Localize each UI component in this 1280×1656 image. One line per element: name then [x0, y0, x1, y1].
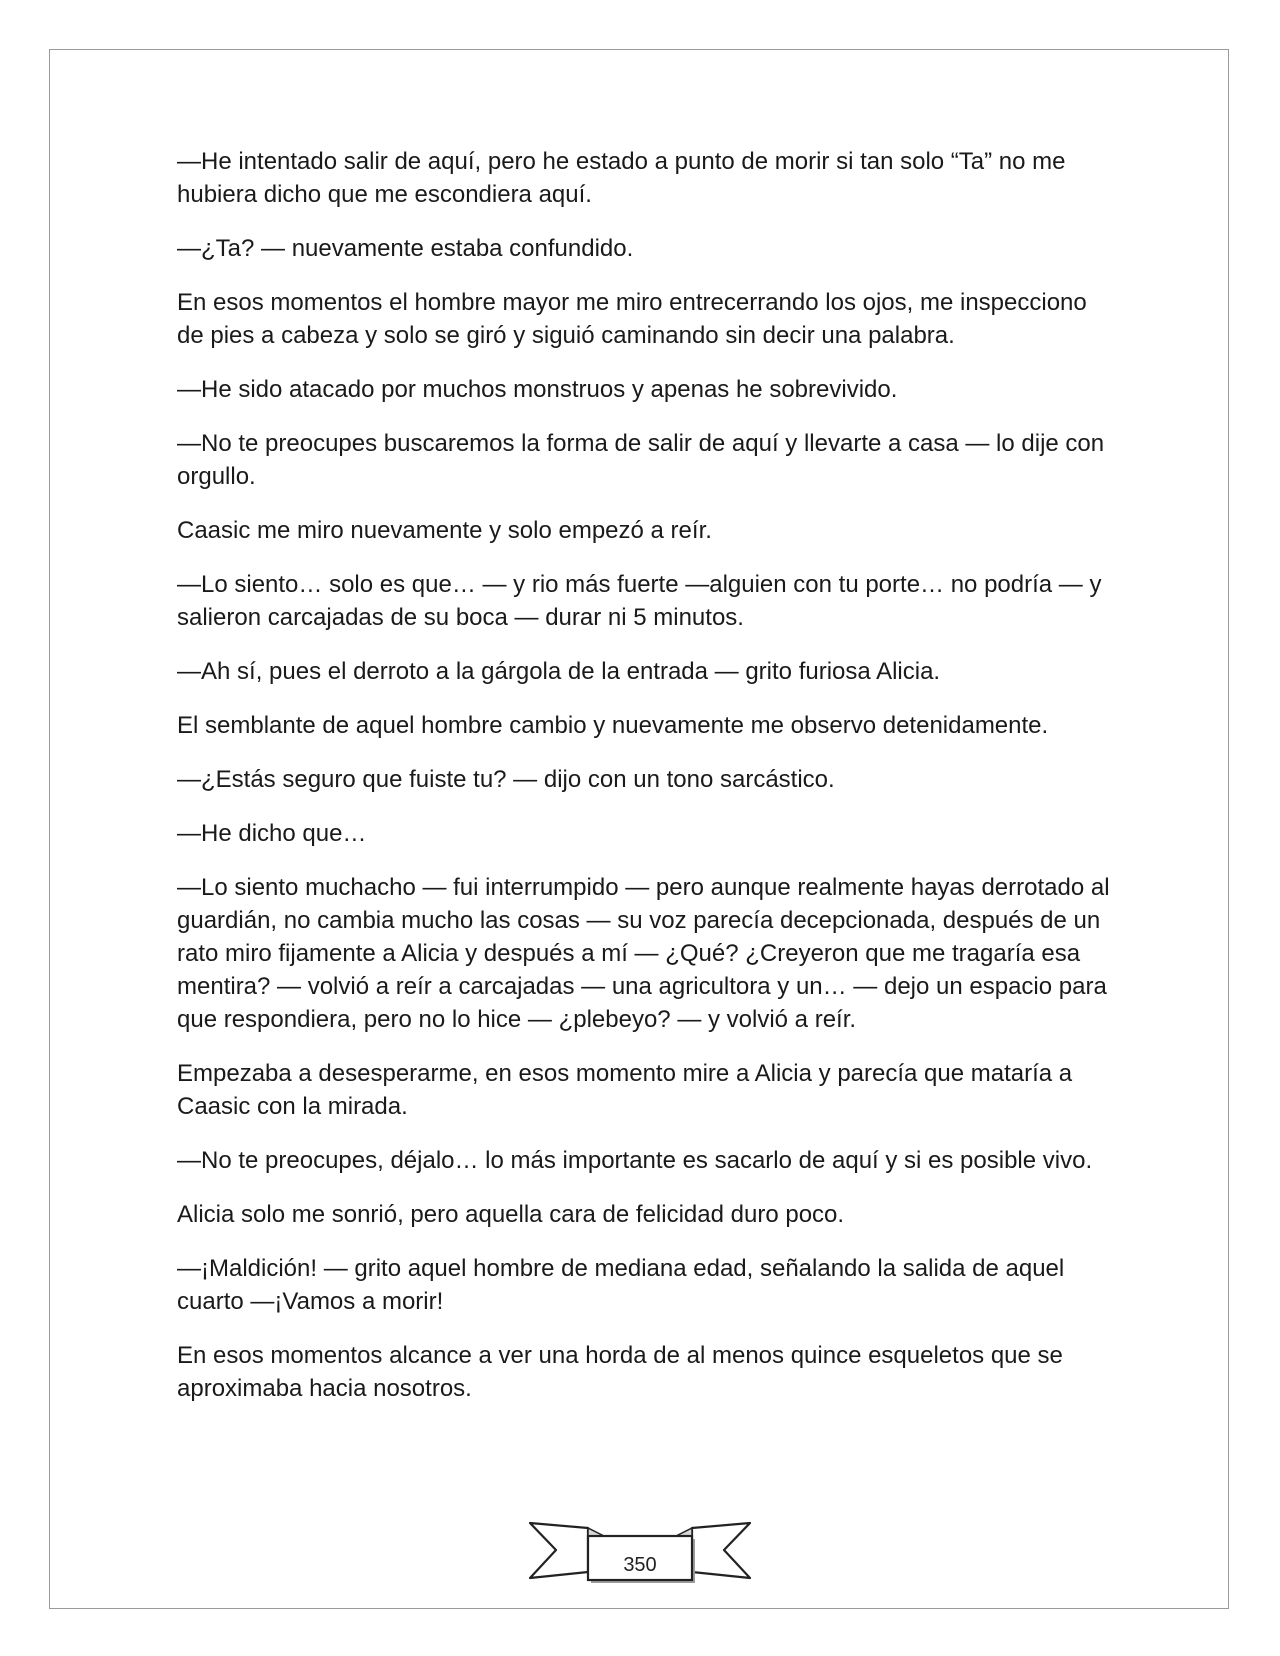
paragraph: —No te preocupes buscaremos la forma de salir de aquí y llevarte a casa — lo dije con orgullo. [177, 430, 1105, 490]
paragraph: —No te preocupes, déjalo… lo más importante es sacarlo de aquí y si es posible vivo. [177, 1147, 1093, 1174]
paragraph: —He intentado salir de aquí, pero he estado a punto de morir si tan solo “Ta” no me hubiera dicho que me escondiera aquí. [177, 148, 1066, 208]
paragraph: Empezaba a desesperarme, en esos momento mire a Alicia y parecía que mataría a Caasic con la mirada. [177, 1060, 1073, 1120]
paragraph: —Lo siento muchacho — fui interrumpido — pero aunque realmente hayas derrotado al guardián, no cambia mucho las cosas — su voz parecía decepcionada, después de un rato miro fijamente a Alicia y después a mí — ¿Qué? ¿Creyeron que me tragaría esa mentira? — volvió a reír a carcajadas — una agricultora y un… — dejo un espacio para que respondiera, pero no lo hice — ¿plebeyo? — y volvió a reír. [177, 874, 1110, 1033]
paragraph: —He sido atacado por muchos monstruos y apenas he sobrevivido. [177, 376, 898, 403]
paragraph: El semblante de aquel hombre cambio y nuevamente me observo detenidamente. [177, 712, 1049, 739]
paragraph: En esos momentos el hombre mayor me miro entrecerrando los ojos, me inspecciono de pies a cabeza y solo se giró y siguió caminando sin decir una palabra. [177, 289, 1087, 349]
paragraph: —¿Estás seguro que fuiste tu? — dijo con un tono sarcástico. [177, 766, 835, 793]
text-body [177, 145, 1117, 1426]
paragraph: —¡Maldición! — grito aquel hombre de mediana edad, señalando la salida de aquel cuarto —¡Vamos a morir! [177, 1255, 1065, 1315]
paragraph: —Lo siento… solo es que… — y rio más fuerte —alguien con tu porte… no podría — y salieron carcajadas de su boca — durar ni 5 minutos. [177, 571, 1102, 631]
paragraph: —He dicho que… [177, 820, 367, 847]
paragraph: —Ah sí, pues el derroto a la gárgola de la entrada — grito furiosa Alicia. [177, 658, 941, 685]
page-number: 350 [623, 1554, 657, 1576]
paragraph: —¿Ta? — nuevamente estaba confundido. [177, 235, 634, 262]
paragraph: En esos momentos alcance a ver una horda de al menos quince esqueletos que se aproximaba hacia nosotros. [177, 1342, 1063, 1402]
paragraph: Alicia solo me sonrió, pero aquella cara de felicidad duro poco. [177, 1201, 845, 1228]
paragraph: Caasic me miro nuevamente y solo empezó a reír. [177, 517, 712, 544]
